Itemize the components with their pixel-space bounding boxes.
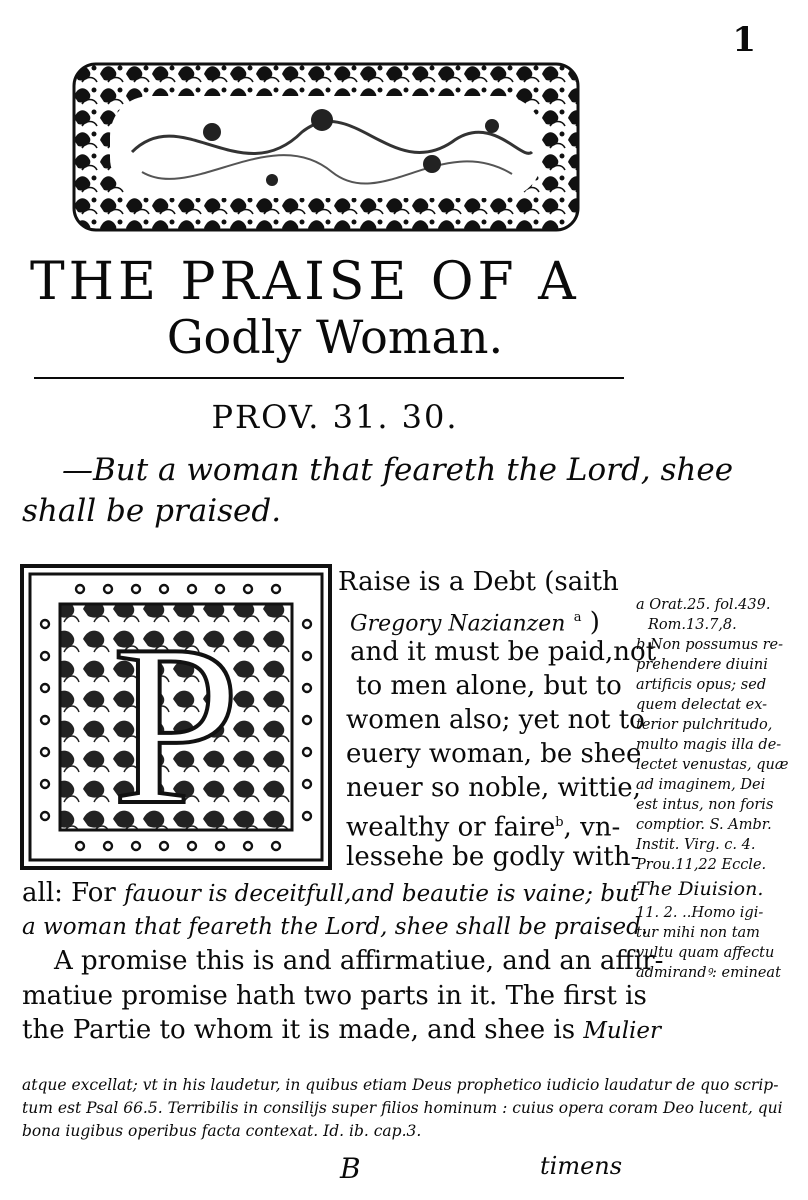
body-line-8: wealthy or faire$^b$, vn- — [346, 812, 621, 843]
margin-note: terior pulchritudo, — [636, 717, 773, 733]
body-line-3: and it must be paid,not — [350, 637, 657, 667]
margin-note: tur mihi non tam — [636, 925, 760, 941]
body-line-10: all: For fauour is deceitfull,and beautie is vaine; but — [22, 878, 640, 908]
margin-note: quem delectat ex- — [636, 697, 768, 713]
margin-note: est intus, non foris — [636, 797, 774, 813]
page-number: 1 — [732, 20, 756, 60]
decorated-initial — [20, 564, 332, 870]
title-line-2: Godly Woman. — [166, 310, 504, 364]
margin-heading-division: The Diuision. — [636, 878, 764, 900]
bottom-note-line-1: atque excellat; vt in his laudetur, in quibus etiam Deus prophetico iudicio laudatur de quo scrip- — [22, 1076, 779, 1094]
body-line-6: euery woman, be shee — [346, 739, 642, 769]
body-line-1: Raise is a Debt (saith — [338, 567, 619, 597]
margin-note: artificis opus; sed — [636, 677, 767, 693]
drop-cap-letter: P — [112, 597, 240, 852]
margin-note: b Non possumus re- — [636, 637, 784, 653]
body-line-12: A promise this is and affirmatiue, and an affir- — [54, 946, 664, 976]
margin-note: multo magis illa de- — [636, 737, 782, 753]
verse-line-2: shall be praised. — [22, 493, 282, 529]
scripture-reference: PROV. 31. 30. — [211, 398, 459, 436]
margin-note: prehendere diuini — [636, 657, 768, 673]
verse-line-1: —But a woman that feareth the Lord, shee — [62, 452, 734, 488]
margin-note: a Orat.25. fol.439. — [636, 597, 771, 613]
margin-note: lectet venustas, quæ — [636, 757, 789, 773]
ornamental-headpiece — [72, 62, 580, 232]
margin-note: vultu quam affectu — [636, 945, 775, 961]
margin-note: Rom.13.7,8. — [648, 617, 737, 633]
body-line-11: a woman that feareth the Lord, shee shall be praised. — [22, 914, 649, 940]
signature-mark: B — [340, 1152, 361, 1185]
body-line-7: neuer so noble, wittie, — [346, 773, 641, 803]
margin-note: admirandꝰ: emineat — [636, 965, 781, 981]
margin-note: Prou.11,22 Eccle. — [636, 857, 767, 873]
margin-note: comptior. S. Ambr. — [636, 817, 772, 833]
bottom-note-line-3: bona iugibus operibus facta contexat. Id. ib. cap.3. — [22, 1122, 422, 1140]
margin-notes — [636, 595, 806, 983]
catchword: timens — [540, 1152, 623, 1180]
body-line-4: to men alone, but to — [356, 671, 622, 701]
bottom-note-line-2: tum est Psal 66.5. Terribilis in consilijs super filios hominum : cuius opera coram Deo lucent, qui — [22, 1099, 783, 1117]
title-line-1: THE PRAISE OF A — [30, 252, 580, 312]
margin-note: 11. 2. ..Homo igi- — [636, 905, 764, 921]
margin-note: ad imaginem, Dei — [636, 777, 766, 793]
body-line-5: women also; yet not to — [346, 705, 645, 735]
body-line-9: lessehe be godly with- — [346, 842, 640, 872]
body-line-14: the Partie to whom it is made, and shee is Mulier — [22, 1015, 662, 1045]
margin-note: Instit. Virg. c. 4. — [636, 837, 756, 853]
title-rule — [34, 377, 624, 379]
body-line-13: matiue promise hath two parts in it. The first is — [22, 981, 647, 1011]
body-line-2: Gregory Nazianzen $^a$ ) — [350, 607, 600, 638]
